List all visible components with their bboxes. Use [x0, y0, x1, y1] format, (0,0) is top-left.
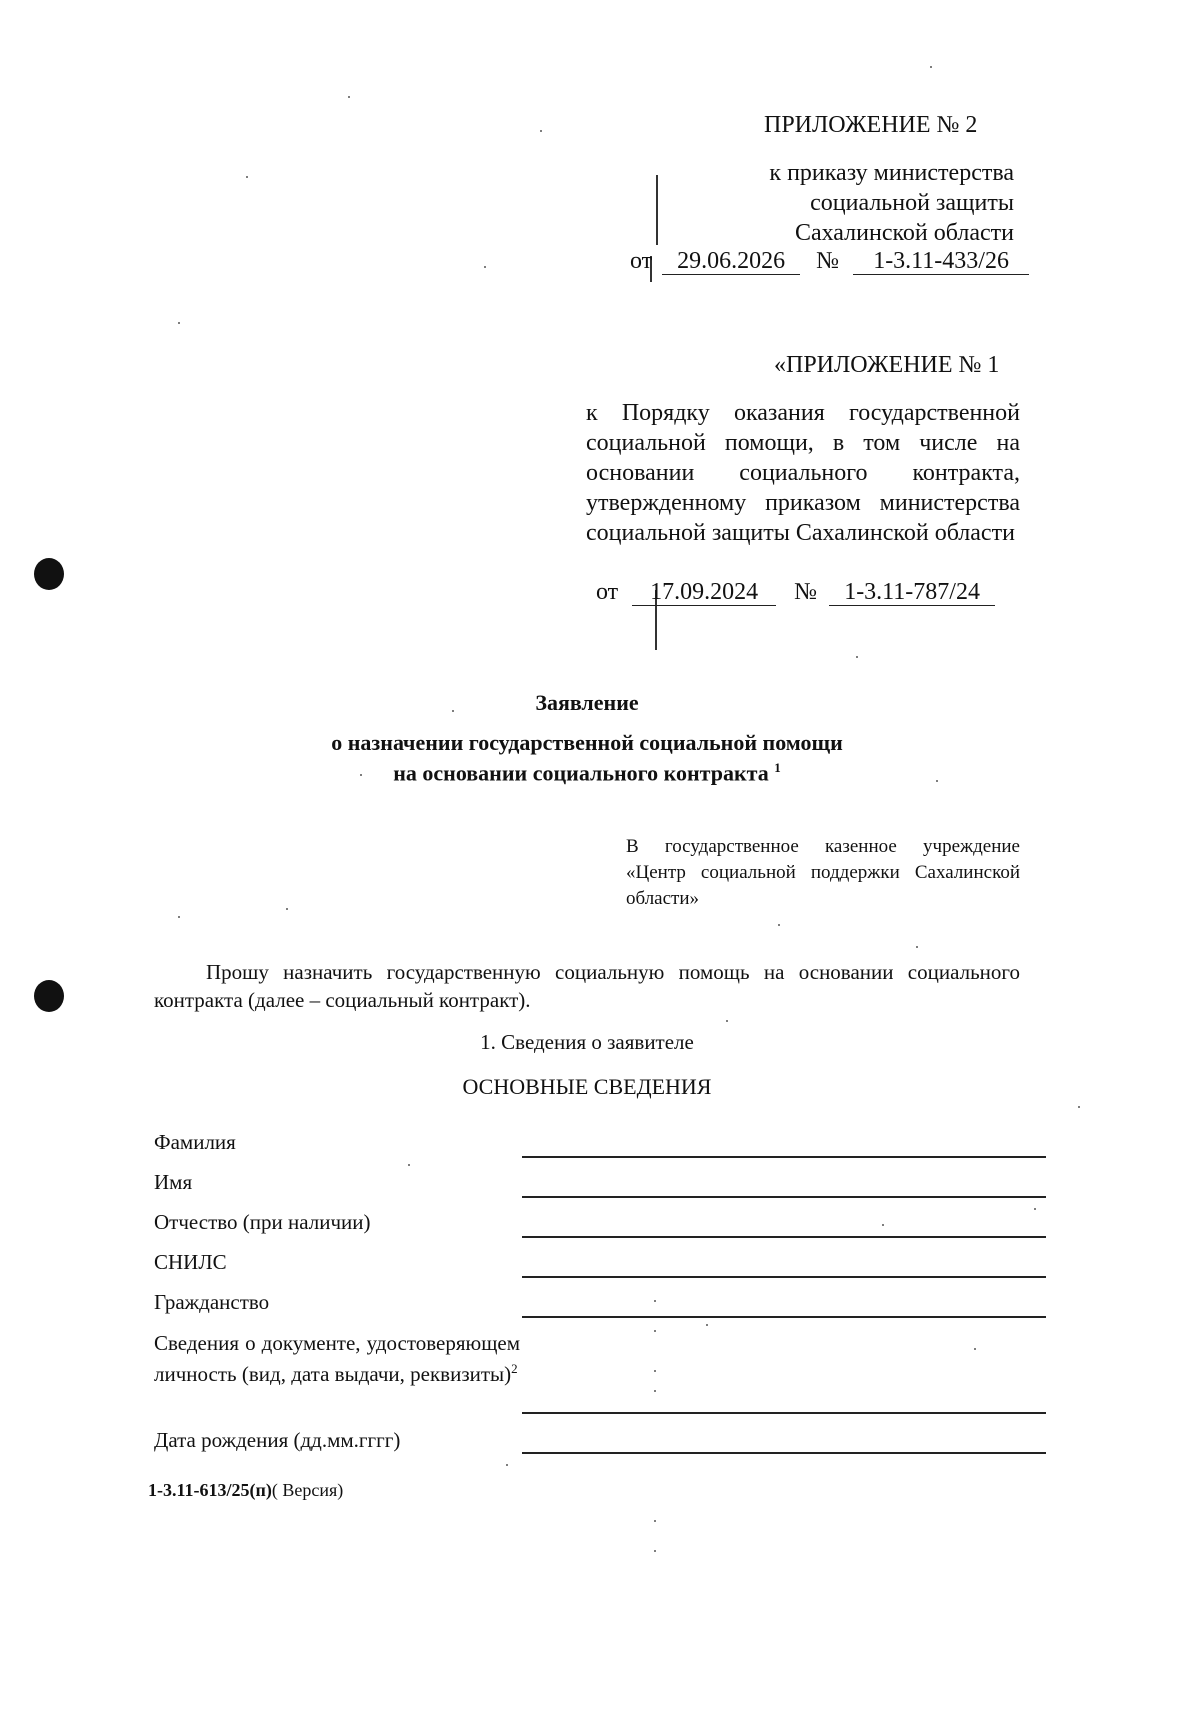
- birth-date-field[interactable]: [522, 1452, 1046, 1454]
- appendix2-from-label: от: [630, 248, 653, 274]
- footnote-ref-2: 2: [511, 1361, 518, 1376]
- appendix1-no-label: №: [794, 579, 818, 605]
- surname-label: Фамилия: [154, 1130, 236, 1154]
- scan-mark: [656, 175, 658, 245]
- appendix2-line1: к приказу министерства: [769, 160, 1014, 186]
- surname-field[interactable]: [522, 1156, 1046, 1158]
- id-document-field[interactable]: [522, 1412, 1046, 1414]
- appendix2-subtitle: [680, 158, 1014, 248]
- birth-date-label: Дата рождения (дд.мм.гггг): [154, 1428, 401, 1452]
- appendix2-date: 29.06.2026: [662, 248, 800, 275]
- appendix2-no-label: №: [816, 248, 840, 274]
- document-version: ( Версия): [271, 1480, 344, 1500]
- appendix2-line3: Сахалинской области: [794, 220, 1014, 246]
- section-heading: 1. Сведения о заявителе: [480, 1030, 694, 1054]
- appendix1-date-row: [596, 579, 995, 606]
- appendix1-number: 1-3.11-787/24: [829, 579, 995, 606]
- appendix1-date: 17.09.2024: [632, 579, 776, 606]
- appendix1-from-label: от: [596, 579, 619, 605]
- patronymic-field[interactable]: [522, 1236, 1046, 1238]
- document-title-line3-text: на основании социального контракта: [393, 760, 769, 786]
- appendix2-date-row: [630, 248, 1029, 275]
- patronymic-label: Отчество (при наличии): [154, 1210, 371, 1234]
- snils-label: СНИЛС: [154, 1250, 227, 1274]
- appendix2-title: ПРИЛОЖЕНИЕ № 2: [764, 112, 978, 138]
- snils-field[interactable]: [522, 1276, 1046, 1278]
- appendix2-number: 1-3.11-433/26: [853, 248, 1029, 275]
- appendix1-title: «ПРИЛОЖЕНИЕ № 1: [774, 352, 1000, 378]
- id-document-label-text: Сведения о документе, удостоверяющем личность (вид, дата выдачи, реквизиты): [154, 1331, 520, 1386]
- document-code: 1-3.11-613/25(п): [148, 1480, 272, 1500]
- appendix1-text: к Порядку оказания государственной социальной помощи, в том числе на основании социального контракта, утвержденному приказом министерства социальной защиты Сахалинской области: [586, 400, 1020, 546]
- appendix2-line2: социальной защиты: [810, 190, 1014, 216]
- punch-hole-bottom: [34, 980, 64, 1012]
- document-code-footer: [148, 1480, 343, 1501]
- citizenship-label: Гражданство: [154, 1290, 270, 1314]
- name-label: Имя: [154, 1170, 193, 1194]
- citizenship-field[interactable]: [522, 1316, 1046, 1318]
- addressee: В государственное казенное учреждение «Центр социальной поддержки Сахалинской области»: [626, 836, 1020, 909]
- punch-hole-top: [34, 558, 64, 590]
- name-field[interactable]: [522, 1196, 1046, 1198]
- document-title: Заявление: [535, 690, 639, 715]
- main-info-heading: ОСНОВНЫЕ СВЕДЕНИЯ: [462, 1074, 712, 1099]
- footnote-ref-1: 1: [774, 760, 781, 775]
- document-title-line2: о назначении государственной социальной помощи: [331, 730, 843, 755]
- request-paragraph: Прошу назначить государственную социальную помощь на основании социального контракта (далее – социальный контракт).: [154, 960, 1020, 1012]
- id-document-label: [154, 1330, 520, 1387]
- document-title-line3: [0, 760, 1174, 786]
